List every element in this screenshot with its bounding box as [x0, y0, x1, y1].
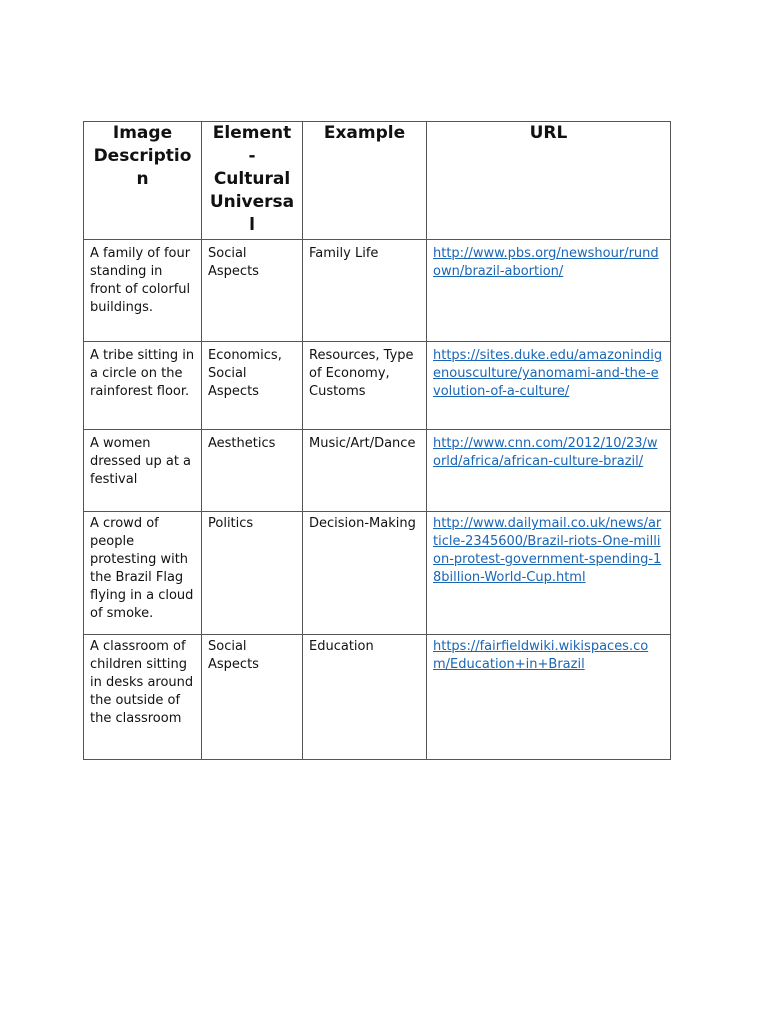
table-row [84, 430, 671, 512]
cell-example: Family Life [303, 240, 427, 342]
url-link[interactable]: http://www.cnn.com/2012/10/23/world/africa/african-culture-brazil/ [433, 436, 658, 469]
cell-element: Aesthetics [202, 430, 303, 512]
cell-url [427, 240, 671, 342]
cell-element: Economics, Social Aspects [202, 342, 303, 430]
cell-element: Social Aspects [202, 635, 303, 760]
cell-example: Music/Art/Dance [303, 430, 427, 512]
table-header-row [84, 122, 671, 240]
cell-element: Social Aspects [202, 240, 303, 342]
table-row [84, 342, 671, 430]
url-link[interactable]: https://fairfieldwiki.wikispaces.com/Education+in+Brazil [433, 639, 649, 672]
cell-url [427, 430, 671, 512]
url-link[interactable]: http://www.pbs.org/newshour/rundown/brazil-abortion/ [433, 246, 659, 279]
cell-description: A family of four standing in front of colorful buildings. [84, 240, 202, 342]
url-link[interactable]: http://www.dailymail.co.uk/news/article-2345600/Brazil-riots-One-million-protest-government-spending-18billion-World-Cup.html [433, 516, 662, 585]
cell-description: A classroom of children sitting in desks around the outside of the classroom [84, 635, 202, 760]
cell-url [427, 342, 671, 430]
cell-example: Resources, Type of Economy, Customs [303, 342, 427, 430]
cell-description: A women dressed up at a festival [84, 430, 202, 512]
header-url: URL [427, 122, 671, 240]
cell-url [427, 635, 671, 760]
cell-example: Decision-Making [303, 512, 427, 635]
header-example: Example [303, 122, 427, 240]
header-element-cultural-universal: Element - Cultural Universa l [202, 122, 303, 240]
url-link[interactable]: https://sites.duke.edu/amazonindigenousculture/yanomami-and-the-evolution-of-a-culture/ [433, 348, 663, 399]
cultural-universals-table [83, 121, 671, 760]
cell-example: Education [303, 635, 427, 760]
table-row [84, 240, 671, 342]
cell-url [427, 512, 671, 635]
cell-element: Politics [202, 512, 303, 635]
table-row [84, 512, 671, 635]
cell-description: A tribe sitting in a circle on the rainforest floor. [84, 342, 202, 430]
header-image-description: Image Descriptio n [84, 122, 202, 240]
table-row [84, 635, 671, 760]
cell-description: A crowd of people protesting with the Brazil Flag flying in a cloud of smoke. [84, 512, 202, 635]
